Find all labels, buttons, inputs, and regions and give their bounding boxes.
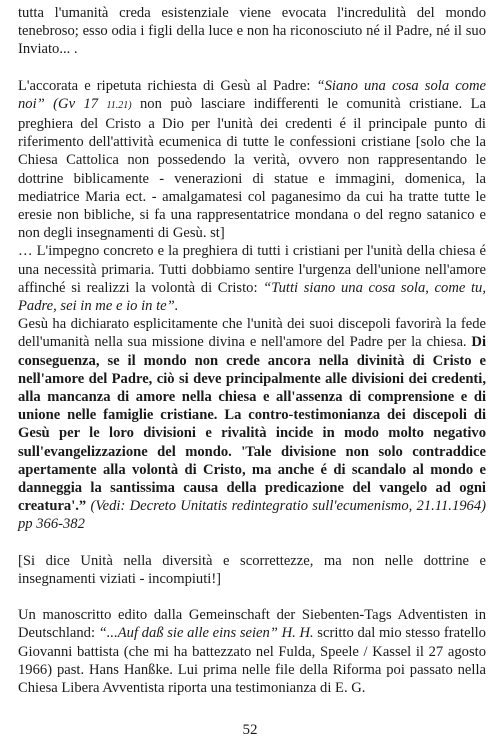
spacer [18, 534, 486, 552]
paragraph-declaration [18, 315, 486, 533]
quote-text: “...Auf daß sie alle eins seien” H. H. [98, 625, 314, 642]
text-run: L'accorata e ripetuta richiesta di Gesù al Padre: [18, 77, 317, 94]
quote-text: “Tutti siano una cosa sola, come tu, Padre, sei in me e io in te”. [18, 279, 487, 315]
text-run: scritto dal mio stesso fratello Giovanni battista (che mi ha battezzato nel Fulda, Speele / Kassel il 27 agosto 1966) past. Hans Hanßke. Lui prima nelle file della Riforma poi passato nella Chiesa Libera Avventista riporta una testimonianza di E. G. [18, 625, 486, 696]
paragraph-commitment [18, 242, 486, 315]
text-run: non può lasciare indifferenti le comunità cristiane. La preghiera del Cristo a Dio per l'unità dei credenti é il principale punto di riferimento dell'attività ecumenica di tutte le confessioni cristiane [solo che la Chiesa Cattolica non possedendo la verità, ovvero non rappresentando le dottrine biblicamente - venerazioni di statue e immagini, domenica, la mediatrice Maria ect. - amalgamatesi col paganesimo da cui ha tratte tutte le eresie non bibliche, si fa una rappresentatrice mondana o del regno satanico e non degli insegnamenti di Gesù. st] [18, 95, 486, 242]
text-run: … L'impegno concreto e la preghiera di tutti i cristiani per l'unità della chiesa é una necessità primaria. Tutti dobbiamo sentire l'urgenza dell'unione nell'amore affinché si realizzi la volontà di Cristo: [18, 243, 486, 296]
paragraph-note: [Si dice Unità nella diversità e scorrettezze, ma non nelle dottrine e insegnamenti viziati - incompiuti!] [18, 552, 486, 587]
text-run: Un manoscritto edito dalla Gemeinschaft der Siebenten-Tags Adventisten in Deutschland: [18, 607, 486, 642]
paragraph-intro: tutta l'umanità creda esistenziale viene evocata l'incredulità del mondo tenebroso; esso odia i figli della luce e non ha riconosciuto né il Padre, né il suo Inviato... . [18, 5, 486, 58]
bold-passage: Di conseguenza, se il mondo non crede ancora nella divinità di Cristo e nell'amore del Padre, ciò si deve principalmente alle divisioni dei credenti, alla mancanza di amore nella chiesa e all'assenza di comprensione e di unione nelle famiglie cristiane. La contro-testimonianza dei discepoli di Gesù per le loro divisioni e rivalità incide in modo molto negativo sull'evangelizzazione del mondo. 'Tale divisione non solo contraddice apertamente alla volontà di Cristo, ma anche é di scandalo al mondo e danneggia la santissima causa della predicazione del vangelo ad ogni creatura'.” [18, 334, 486, 515]
verse-reference: 11.21) [106, 99, 132, 111]
spacer [18, 59, 486, 77]
quote-text: “Siano una cosa sola come noi” (Gv 17 [18, 77, 486, 112]
paragraph-manuscript [18, 606, 486, 697]
citation: (Vedi: Decreto Unitatis redintegratio sull'ecumenismo, 21.11.1964) pp 366-382 [18, 498, 486, 533]
text-run: Gesù ha dichiarato esplicitamente che l'unità dei suoi discepoli favorirà la fede dell'umanità nella sua missione divina e nell'amore del Padre per la chiesa. [18, 316, 486, 351]
paragraph-request [18, 77, 486, 243]
page-number: 52 [242, 722, 258, 738]
spacer [18, 588, 486, 606]
